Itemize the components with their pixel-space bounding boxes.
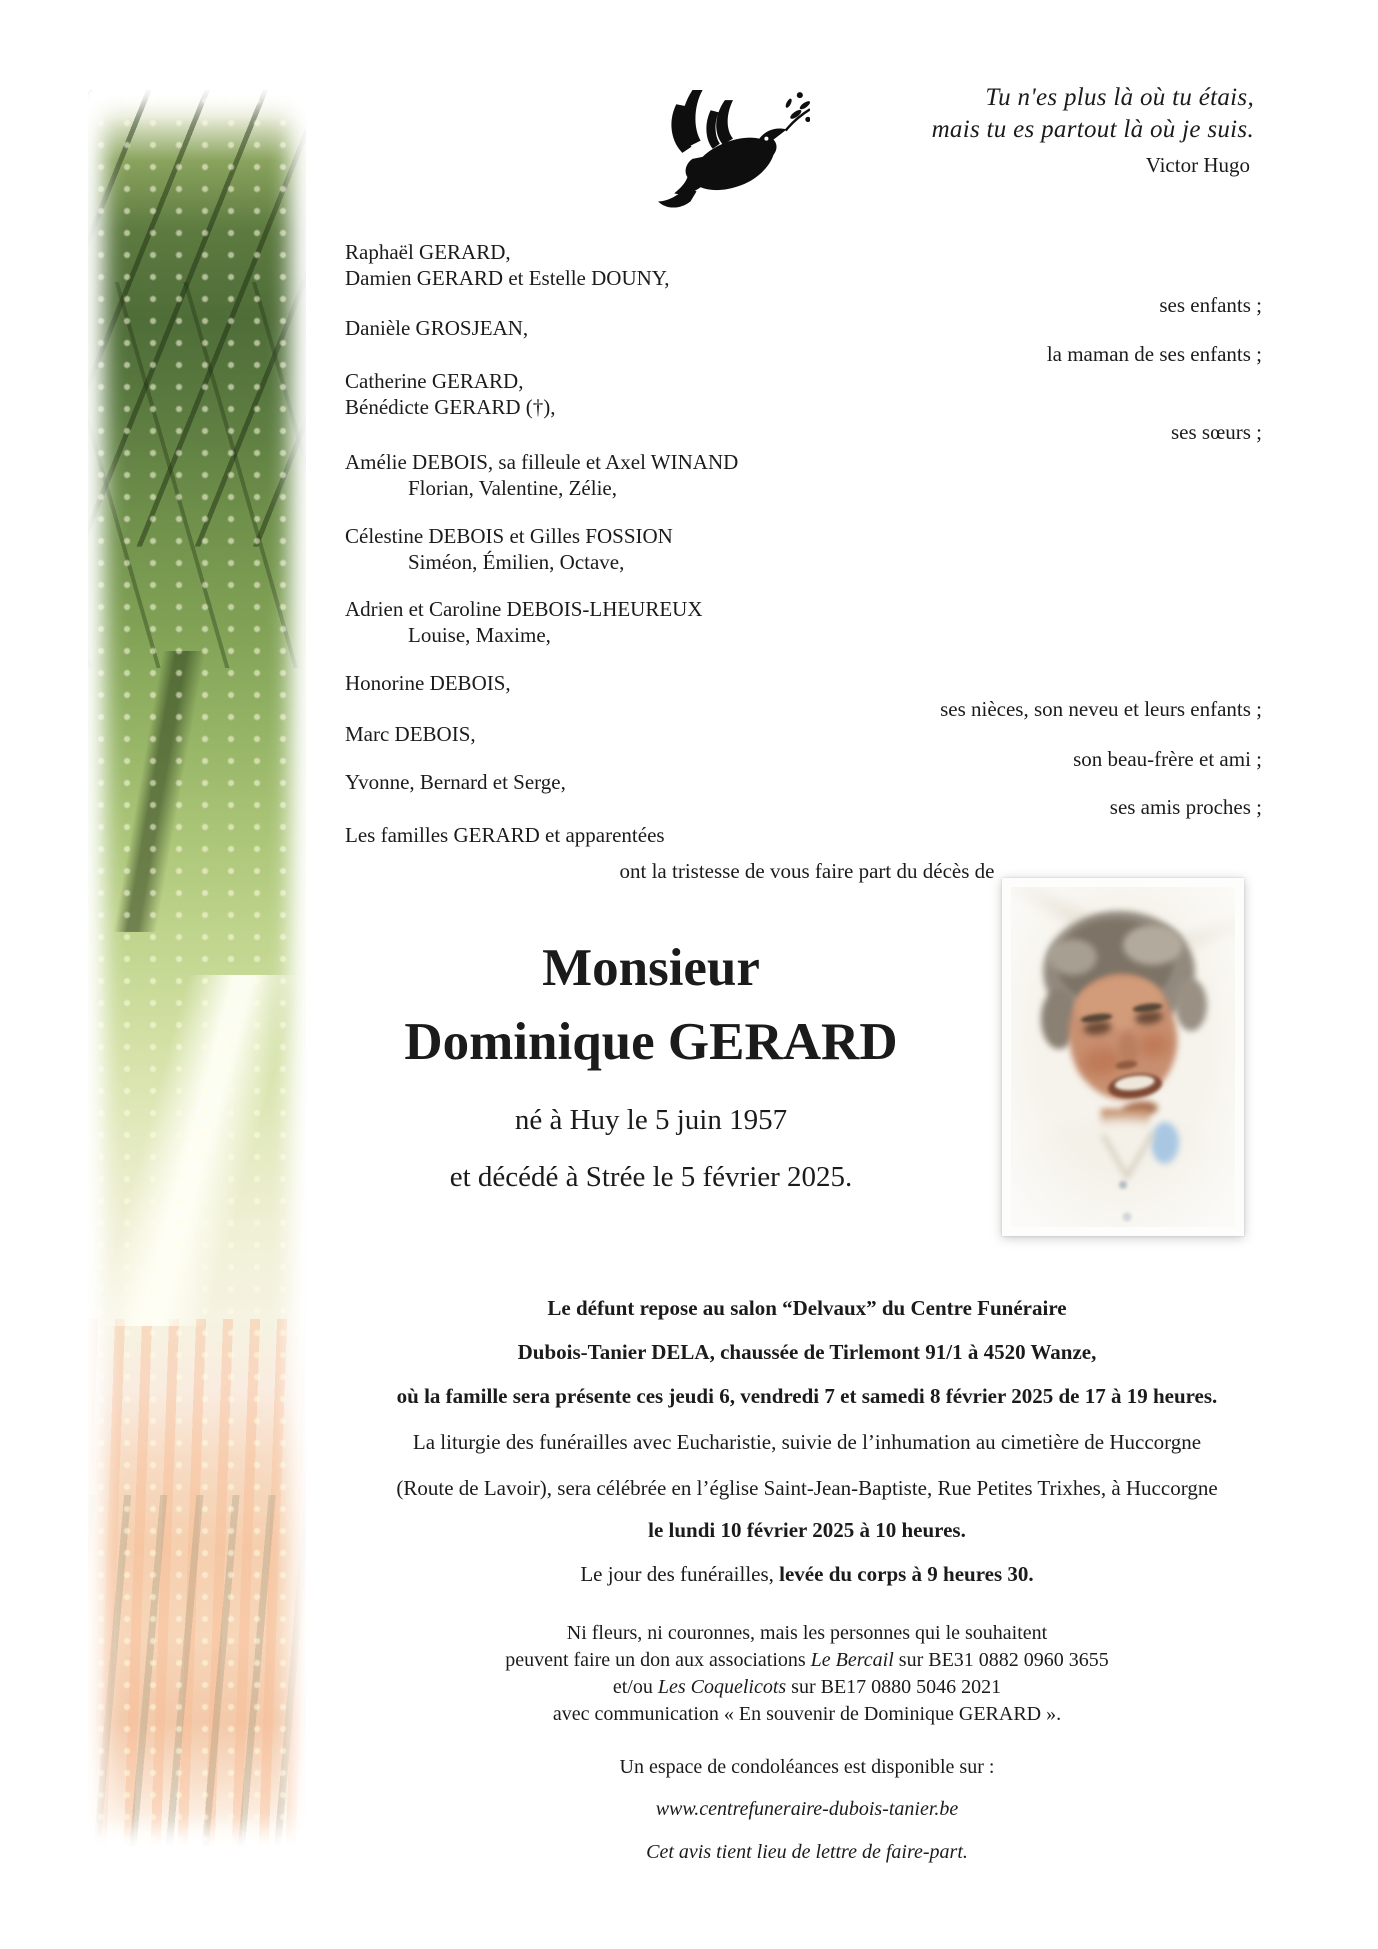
wake-line-1: Le défunt repose au salon “Delvaux” du Centre Funéraire [547, 1296, 1067, 1320]
wake-line-3: où la famille sera présente ces jeudi 6, vendredi 7 et samedi 8 février 2025 de 17 à 19 heures. [396, 1384, 1218, 1408]
donation-line-2 [345, 1649, 1269, 1672]
birth-line: né à Huy le 5 juin 1957 [514, 1104, 788, 1136]
family-name-line: Marc DEBOIS, [345, 722, 476, 746]
deceased-title-block [340, 938, 962, 1228]
family-name-line: Yvonne, Bernard et Serge, [345, 770, 566, 794]
family-name-line: Adrien et Caroline DEBOIS-LHEUREUX [345, 597, 703, 621]
deceased-name: Dominique GERARD [404, 1013, 898, 1071]
condolences-line: Un espace de condoléances est disponible sur : [619, 1756, 995, 1778]
relation-label: la maman de ses enfants ; [1046, 342, 1262, 366]
ceremony-line-1: La liturgie des funérailles avec Eucharistie, suivie de l’inhumation au cimetière de Huccorgne [412, 1430, 1202, 1454]
family-name-line: Catherine GERARD, [345, 369, 524, 393]
relation-label: ses sœurs ; [1170, 420, 1262, 444]
family-name-line: Danièle GROSJEAN, [345, 316, 529, 340]
family-name-line: Raphaël GERARD, [345, 240, 511, 264]
body-removal-prefix: Le jour des funérailles, [580, 1562, 780, 1586]
association-name-bercail: Le Bercail [810, 1649, 894, 1671]
donation-line-4: avec communication « En souvenir de Dominique GERARD ». [552, 1703, 1062, 1725]
family-name-line: Louise, Maxime, [408, 623, 551, 647]
body-removal-line [345, 1562, 1269, 1587]
quote-line-2: mais tu es partout là où je suis. [931, 116, 1254, 143]
relation-label: ses enfants ; [1159, 293, 1262, 317]
deceased-portrait-photo [1002, 878, 1244, 1236]
family-name-line: Damien GERARD et Estelle DOUNY, [345, 266, 670, 290]
deceased-honorific: Monsieur [542, 939, 760, 997]
wake-line-2: Dubois-Tanier DELA, chaussée de Tirlemont 91/1 à 4520 Wanze, [517, 1340, 1097, 1364]
family-name-line: Les familles GERARD et apparentées [345, 823, 665, 847]
donation-line-2-prefix: peuvent faire un don aux associations [505, 1649, 811, 1671]
ceremony-date-line: le lundi 10 février 2025 à 10 heures. [648, 1518, 966, 1542]
body-removal-time: levée du corps à 9 heures 30. [779, 1562, 1034, 1586]
association-name-coquelicots: Les Coquelicots [657, 1676, 787, 1698]
relation-label: ses nièces, son neveu et leurs enfants ; [940, 697, 1262, 721]
family-name-line: Florian, Valentine, Zélie, [408, 476, 617, 500]
family-name-line: Célestine DEBOIS et Gilles FOSSION [345, 524, 673, 548]
death-line: et décédé à Strée le 5 février 2025. [449, 1161, 853, 1193]
family-name-line: Honorine DEBOIS, [345, 671, 511, 695]
donation-line-3 [345, 1676, 1269, 1699]
quote-line-1: Tu n'es plus là où tu étais, [985, 84, 1254, 111]
notice-line: Cet avis tient lieu de lettre de faire-part. [646, 1841, 968, 1863]
quote-author: Victor Hugo [1145, 153, 1250, 177]
family-name-line: Siméon, Émilien, Octave, [408, 550, 625, 574]
portrait-illustration [1011, 887, 1235, 1227]
announcement-line: ont la tristesse de vous faire part du décès de [619, 859, 995, 883]
family-name-line: Amélie DEBOIS, sa filleule et Axel WINAND [345, 450, 739, 474]
website-line: www.centrefuneraire-dubois-tanier.be [655, 1798, 959, 1820]
donation-line-3-account: sur BE17 0880 5046 2021 [786, 1676, 1002, 1698]
donation-line-2-account: sur BE31 0882 0960 3655 [893, 1649, 1109, 1671]
relation-label: son beau-frère et ami ; [1073, 747, 1262, 771]
ceremony-line-2: (Route de Lavoir), sera célébrée en l’église Saint-Jean-Baptiste, Rue Petites Trixhes, à Huccorgne [396, 1476, 1218, 1500]
relation-label: ses amis proches ; [1109, 795, 1262, 819]
donation-line-3-prefix: et/ou [612, 1676, 658, 1698]
donation-line-1: Ni fleurs, ni couronnes, mais les personnes qui le souhaitent [566, 1622, 1048, 1644]
family-name-line: Bénédicte GERARD (†), [345, 395, 556, 419]
